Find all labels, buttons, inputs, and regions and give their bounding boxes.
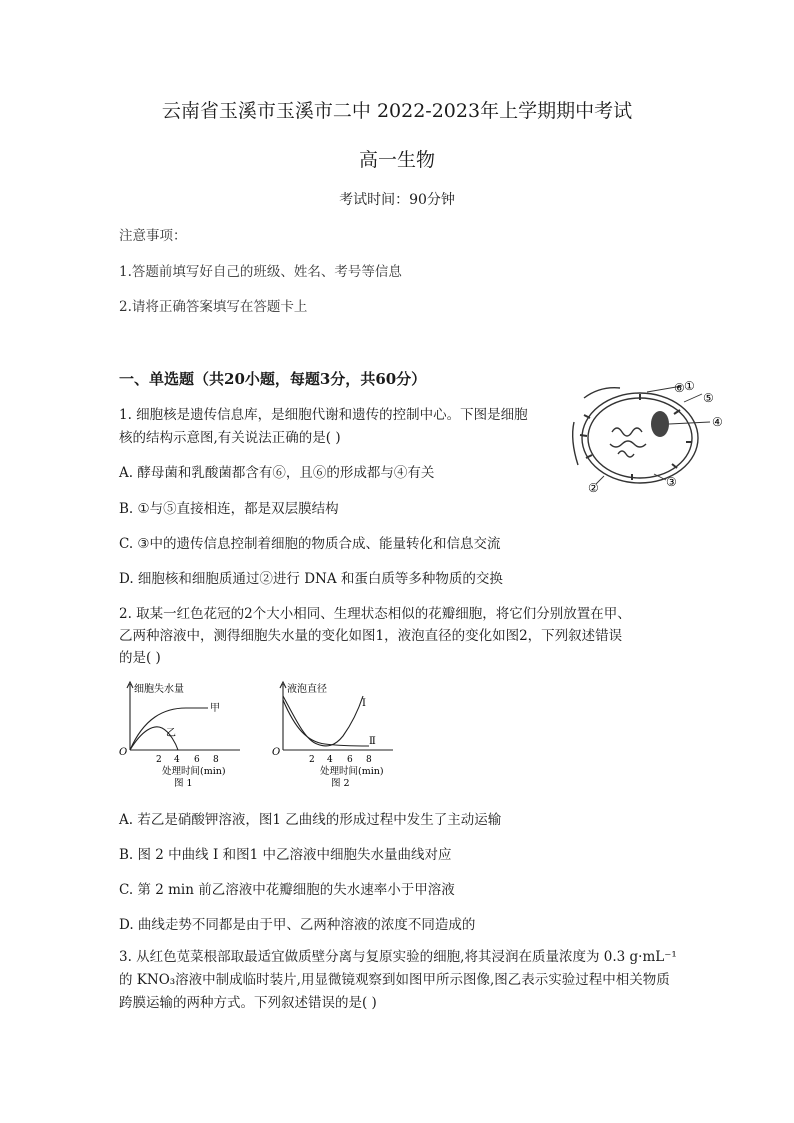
nucleolus — [651, 411, 669, 437]
chromatin — [610, 428, 646, 457]
q2-option-b: B. 图 2 中曲线 I 和图1 中乙溶液中细胞失水量曲线对应 — [119, 847, 452, 863]
nucleus-diagram — [562, 380, 742, 500]
nuclear-envelope-inner — [588, 398, 692, 478]
fig1-origin: O — [119, 747, 128, 758]
fig2-tick-2: 2 — [309, 755, 315, 765]
fig2-tick-6: 6 — [347, 755, 353, 765]
q1-stem-line1: 1. 细胞核是遗传信息库，是细胞代谢和遗传的控制中心。下图是细胞 — [119, 407, 528, 423]
fig2-ylabel: 液泡直径 — [287, 684, 327, 695]
label-circled-3: ③ — [666, 475, 677, 489]
label-circled-1: ① — [684, 380, 695, 393]
fig1-series-yi: 乙 — [166, 728, 176, 739]
fig2-caption: 图 2 — [331, 778, 350, 789]
q2-option-a: A. 若乙是硝酸钾溶液，图1 乙曲线的形成过程中发生了主动运输 — [119, 812, 502, 828]
q1-option-a: A. 酵母菌和乳酸菌都含有⑥，且⑥的形成都与④有关 — [119, 465, 435, 481]
endoplasmic-reticulum — [573, 388, 620, 465]
fig1-tick-6: 6 — [194, 755, 200, 765]
label-circled-4: ④ — [712, 415, 723, 429]
notes-heading: 注意事项： — [119, 228, 187, 244]
fig1-ylabel: 细胞失水量 — [134, 684, 184, 695]
q2-option-d: D. 曲线走势不同都是由于甲、乙两种溶液的浓度不同造成的 — [119, 917, 476, 933]
q2-option-c: C. 第 2 min 前乙溶液中花瓣细胞的失水速率小于甲溶液 — [119, 882, 455, 898]
q1-option-d: D. 细胞核和细胞质通过②进行 DNA 和蛋白质等多种物质的交换 — [119, 571, 503, 587]
fig1-series-jia: 甲 — [210, 703, 220, 714]
q2-stem-line3: 的是( ) — [119, 650, 161, 666]
fig2-tick-8: 8 — [366, 755, 372, 765]
q1-option-c: C. ③中的遗传信息控制着细胞的物质合成、能量转化和信息交流 — [119, 536, 501, 552]
fig1-xlabel: 处理时间(min) — [162, 766, 226, 777]
fig1-tick-8: 8 — [213, 755, 219, 765]
nuclear-envelope-outer — [582, 393, 698, 483]
figure-1 — [116, 678, 246, 793]
fig2-tick-4: 4 — [327, 755, 333, 765]
fig2-curve-2 — [283, 700, 369, 746]
fig1-caption: 图 1 — [174, 778, 193, 789]
fig2-curve-1 — [283, 696, 363, 746]
label-circled-2: ② — [588, 481, 599, 495]
fig1-tick-4: 4 — [174, 755, 180, 765]
figure-2 — [265, 678, 400, 793]
q2-stem-line1: 2. 取某一红色花冠的2个大小相同、生理状态相似的花瓣细胞，将它们分别放置在甲、 — [119, 606, 631, 622]
q2-stem-line2: 乙两种溶液中，测得细胞失水量的变化如图1，液泡直径的变化如图2，下列叙述错误 — [119, 628, 623, 644]
fig2-series-2: Ⅱ — [369, 736, 376, 747]
fig2-xlabel: 处理时间(min) — [320, 766, 384, 777]
fig1-tick-2: 2 — [156, 755, 162, 765]
label-circled-5: ⑤ — [703, 391, 714, 405]
fig2-series-1: I — [362, 698, 366, 709]
note-item-2: 2.请将正确答案填写在答题卡上 — [119, 299, 308, 315]
section-title: 一、单选题（共20小题，每题3分，共60分） — [119, 370, 427, 388]
exam-title: 云南省玉溪市玉溪市二中 2022-2023年上学期期中考试 — [161, 100, 633, 122]
q1-option-b: B. ①与⑤直接相连，都是双层膜结构 — [119, 501, 339, 517]
exam-subtitle: 高一生物 — [358, 149, 435, 171]
note-item-1: 1.答题前填写好自己的班级、姓名、考号等信息 — [119, 264, 402, 280]
exam-time: 考试时间：90分钟 — [339, 192, 455, 208]
fig2-origin: O — [272, 747, 281, 758]
label-circled-6: ⑥ — [674, 381, 685, 395]
q1-stem-line2: 核的结构示意图,有关说法正确的是( ) — [119, 430, 341, 446]
q3-stem: 3. 从红色苋菜根部取最适宜做质壁分离与复原实验的细胞,将其浸润在质量浓度为 0.3 g·mL⁻¹的 KNO₃溶液中制成临时装片,用显微镜观察到如图甲所示图像,图乙表示实验过程中相关物质跨膜运输的两种方式。下列叙述错误的是( ) — [119, 949, 677, 1011]
